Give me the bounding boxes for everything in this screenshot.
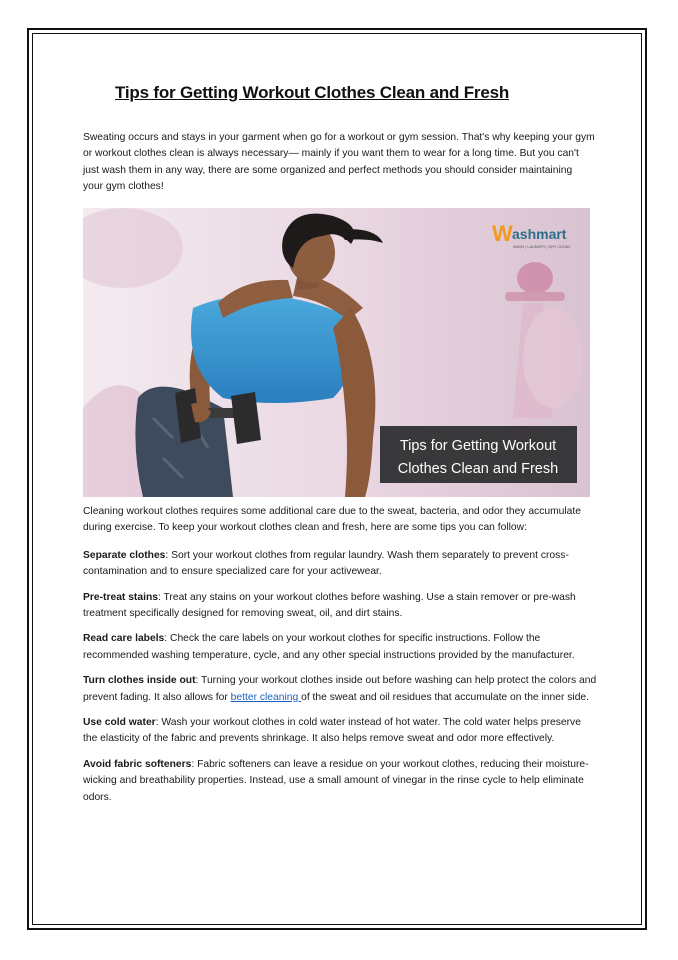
tip-heading: Use cold water — [83, 717, 156, 729]
tip-separate-clothes — [83, 548, 597, 581]
logo-tagline: WASH | LAUNDRY | DRY CLEAN — [513, 245, 571, 249]
tip-text: : Sort your workout clothes from regular laundry. Wash them separately to prevent cross-contamination and to ensure specialized care for your activewear. — [83, 549, 569, 578]
logo-w: W — [492, 221, 513, 246]
page-title: Tips for Getting Workout Clothes Clean and Fresh — [115, 83, 510, 102]
tip-text: : Fabric softeners can leave a residue on your workout clothes, reducing their moisture-wicking and breathability properties. Instead, use a small amount of vinegar in the rinse cycle to help eliminate odors. — [83, 758, 589, 803]
hero-caption-line2: Clothes Clean and Fresh — [397, 461, 559, 477]
tip-heading: Pre-treat stains — [83, 591, 158, 603]
tip-text: : Treat any stains on your workout clothes before washing. Use a stain remover or pre-wash treatment specifically designed for removing sweat, oil, and dirt stains. — [83, 591, 576, 620]
intro-paragraph: Sweating occurs and stays in your garment when go for a workout or gym session. That's why keeping your gym or workout clothes clean is always necessary— mainly if you want them to wear for a long time. But you can't just wash them in any way, there are some organized and perfect methods you should consider maintaining your gym clothes! — [83, 132, 595, 192]
logo-wordmark: ashmart — [512, 226, 567, 242]
better-cleaning-link[interactable]: better cleaning — [230, 691, 302, 703]
tip-text: : Turning your workout clothes inside out before washing can help protect the colors and prevent fading. It also allows for — [83, 675, 597, 703]
tip-turn-inside-out — [83, 673, 597, 706]
tip-use-cold-water — [83, 715, 597, 748]
tip-text: : Check the care labels on your workout clothes for specific instructions. Follow the recommended washing temperature, cycle, and any other special instructions provided by the manufacturer. — [83, 633, 575, 661]
tip-heading: Turn clothes inside out — [83, 675, 196, 687]
tip-avoid-fabric-softeners — [83, 757, 597, 806]
tip-heading: Read care labels — [83, 633, 165, 645]
workout-illustration — [83, 208, 590, 497]
hero-caption-line1: Tips for Getting Workout — [399, 438, 557, 454]
hero-image — [83, 208, 590, 497]
lead-paragraph: Cleaning workout clothes requires some additional care due to the sweat, bacteria, and odor they accumulate during exercise. To keep your workout clothes clean and fresh, here are some tips you can follow: — [83, 506, 581, 534]
tip-heading: Avoid fabric softeners — [83, 758, 192, 770]
article-body — [83, 504, 597, 815]
tip-pre-treat-stains — [83, 590, 597, 623]
tip-heading: Separate clothes — [83, 549, 166, 561]
washmart-logo — [492, 221, 570, 249]
tip-text: : Wash your workout clothes in cold water instead of hot water. The cold water helps preserve the elasticity of the fabric and prevents shrinkage. It also helps remove sweat and odor more effectively. — [83, 717, 581, 745]
tip-text-continued: of the sweat and oil residues that accumulate on the inner side. — [301, 691, 590, 703]
tip-read-care-labels — [83, 631, 597, 664]
